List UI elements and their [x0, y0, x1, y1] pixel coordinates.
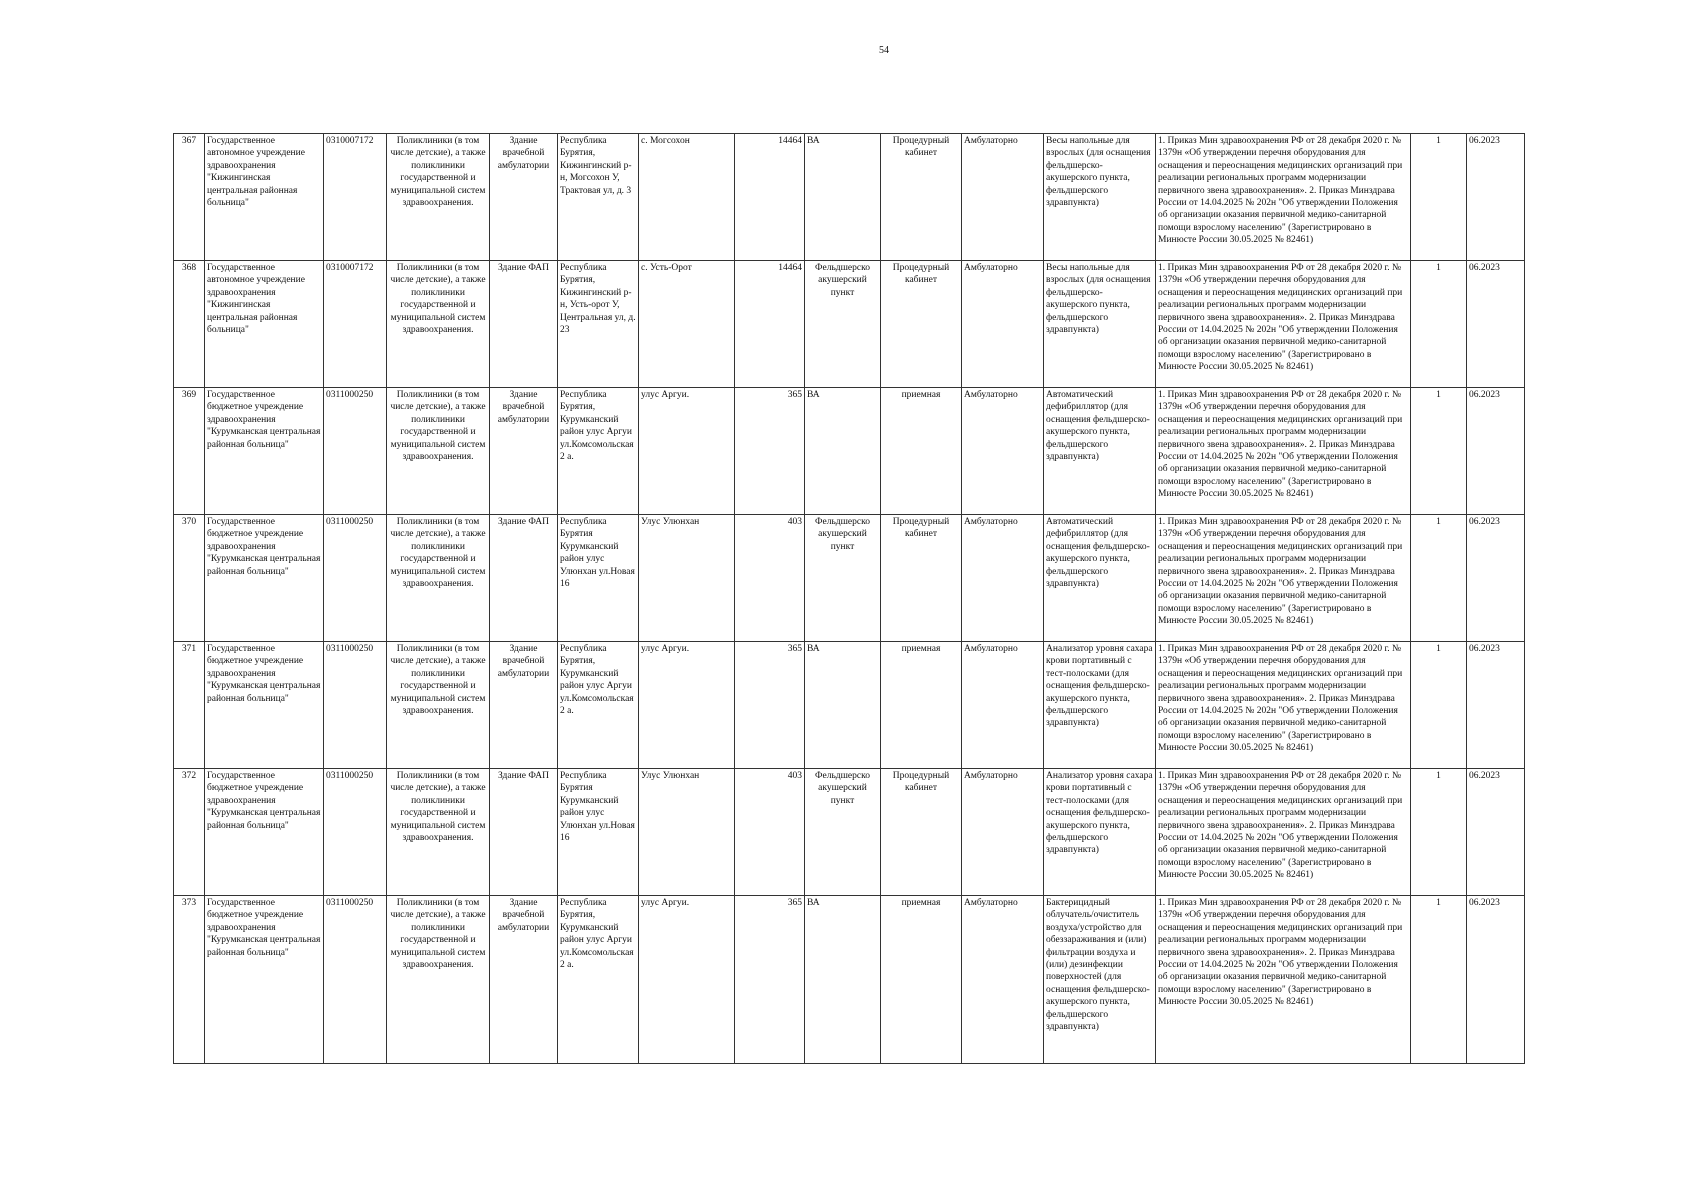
building-cell: Здание врачебной амбулатории: [490, 642, 558, 769]
table-row: [174, 642, 1525, 769]
building-cell: Здание ФАП: [490, 515, 558, 642]
institution-cell: Государственное бюджетное учреждение здравоохранения "Курумканская центральная районная больница": [205, 769, 324, 896]
date-cell: 06.2023: [1467, 261, 1525, 388]
unit-cell: ВА: [805, 896, 881, 1064]
table-row: [174, 515, 1525, 642]
table-row: [174, 261, 1525, 388]
equipment-cell: Бактерицидный облучатель/очиститель воздуха/устройство для обеззараживания и (или) фильтрации воздуха и (или) дезинфекции поверхностей (для оснащения фельдшерско-акушерского пункта, фельдшерского здравпункта): [1044, 896, 1156, 1064]
date-cell: 06.2023: [1467, 515, 1525, 642]
code-cell: 0310007172: [324, 261, 387, 388]
row-number: 370: [174, 515, 205, 642]
institution-cell: Государственное бюджетное учреждение здравоохранения "Курумканская центральная районная больница": [205, 515, 324, 642]
row-number: 369: [174, 388, 205, 515]
mode-cell: Амбулаторно: [962, 642, 1044, 769]
quantity-cell: 1: [1411, 261, 1467, 388]
locality-cell: с. Могсохон: [639, 134, 735, 261]
row-number: 372: [174, 769, 205, 896]
count-cell: 403: [735, 769, 805, 896]
basis-cell: 1. Приказ Мин здравоохранения РФ от 28 декабря 2020 г. № 1379н «Об утверждении перечня оборудования для оснащения и переоснащения медицинских организаций при реализации региональных программ модернизации первичного звена здравоохранения». 2. Приказ Минздрава России от 14.04.2025 № 202н "Об утверждении Положения об организации оказания первичной медико-санитарной помощи взрослому населению" (Зарегистрировано в Минюсте России 30.05.2025 № 82461): [1156, 388, 1411, 515]
institution-cell: Государственное автономное учреждение здравоохранения "Кижингинская центральная районная больница": [205, 134, 324, 261]
code-cell: 0311000250: [324, 769, 387, 896]
code-cell: 0311000250: [324, 388, 387, 515]
building-cell: Здание врачебной амбулатории: [490, 134, 558, 261]
address-cell: Республика Бурятия, Кижингинский р-н, Усть-орот У, Центральная ул, д. 23: [558, 261, 639, 388]
mode-cell: Амбулаторно: [962, 261, 1044, 388]
equipment-registry-table: [173, 133, 1525, 1064]
date-cell: 06.2023: [1467, 896, 1525, 1064]
code-cell: 0310007172: [324, 134, 387, 261]
row-number: 368: [174, 261, 205, 388]
count-cell: 365: [735, 896, 805, 1064]
equipment-cell: Анализатор уровня сахара крови портативный с тест-полосками (для оснащения фельдшерско-акушерского пункта, фельдшерского здравпункта): [1044, 769, 1156, 896]
room-cell: приемная: [881, 642, 962, 769]
code-cell: 0311000250: [324, 642, 387, 769]
table-row: [174, 896, 1525, 1064]
unit-cell: ВА: [805, 388, 881, 515]
facility-type-cell: Поликлиники (в том числе детские), а также поликлиники государственной и муниципальной систем здравоохранения.: [387, 896, 490, 1064]
address-cell: Республика Бурятия, Курумканский район улус Аргуи ул.Комсомольская 2 а.: [558, 642, 639, 769]
date-cell: 06.2023: [1467, 769, 1525, 896]
mode-cell: Амбулаторно: [962, 896, 1044, 1064]
locality-cell: Улус Улюнхан: [639, 515, 735, 642]
address-cell: Республика Бурятия, Кижингинский р-н, Могсохон У, Трактовая ул, д. 3: [558, 134, 639, 261]
facility-type-cell: Поликлиники (в том числе детские), а также поликлиники государственной и муниципальной систем здравоохранения.: [387, 642, 490, 769]
table-row: [174, 388, 1525, 515]
count-cell: 14464: [735, 261, 805, 388]
date-cell: 06.2023: [1467, 642, 1525, 769]
table-row: [174, 134, 1525, 261]
room-cell: Процедурный кабинет: [881, 769, 962, 896]
mode-cell: Амбулаторно: [962, 388, 1044, 515]
room-cell: Процедурный кабинет: [881, 515, 962, 642]
quantity-cell: 1: [1411, 388, 1467, 515]
room-cell: Процедурный кабинет: [881, 261, 962, 388]
code-cell: 0311000250: [324, 896, 387, 1064]
institution-cell: Государственное бюджетное учреждение здравоохранения "Курумканская центральная районная больница": [205, 896, 324, 1064]
facility-type-cell: Поликлиники (в том числе детские), а также поликлиники государственной и муниципальной систем здравоохранения.: [387, 515, 490, 642]
facility-type-cell: Поликлиники (в том числе детские), а также поликлиники государственной и муниципальной систем здравоохранения.: [387, 388, 490, 515]
equipment-cell: Анализатор уровня сахара крови портативный с тест-полосками (для оснащения фельдшерско-акушерского пункта, фельдшерского здравпункта): [1044, 642, 1156, 769]
unit-cell: ВА: [805, 134, 881, 261]
basis-cell: 1. Приказ Мин здравоохранения РФ от 28 декабря 2020 г. № 1379н «Об утверждении перечня оборудования для оснащения и переоснащения медицинских организаций при реализации региональных программ модернизации первичного звена здравоохранения». 2. Приказ Минздрава России от 14.04.2025 № 202н "Об утверждении Положения об организации оказания первичной медико-санитарной помощи взрослому населению" (Зарегистрировано в Минюсте России 30.05.2025 № 82461): [1156, 134, 1411, 261]
table-row: [174, 769, 1525, 896]
facility-type-cell: Поликлиники (в том числе детские), а также поликлиники государственной и муниципальной систем здравоохранения.: [387, 261, 490, 388]
building-cell: Здание ФАП: [490, 261, 558, 388]
quantity-cell: 1: [1411, 515, 1467, 642]
address-cell: Республика Бурятия, Курумканский район улус Аргуи ул.Комсомольская 2 а.: [558, 896, 639, 1064]
mode-cell: Амбулаторно: [962, 769, 1044, 896]
mode-cell: Амбулаторно: [962, 515, 1044, 642]
equipment-cell: Автоматический дефибриллятор (для оснащения фельдшерско-акушерского пункта, фельдшерского здравпункта): [1044, 515, 1156, 642]
row-number: 371: [174, 642, 205, 769]
locality-cell: с. Усть-Орот: [639, 261, 735, 388]
locality-cell: Улус Улюнхан: [639, 769, 735, 896]
equipment-cell: Весы напольные для взрослых (для оснащения фельдшерско-акушерского пункта, фельдшерского здравпункта): [1044, 134, 1156, 261]
basis-cell: 1. Приказ Мин здравоохранения РФ от 28 декабря 2020 г. № 1379н «Об утверждении перечня оборудования для оснащения и переоснащения медицинских организаций при реализации региональных программ модернизации первичного звена здравоохранения». 2. Приказ Минздрава России от 14.04.2025 № 202н "Об утверждении Положения об организации оказания первичной медико-санитарной помощи взрослому населению" (Зарегистрировано в Минюсте России 30.05.2025 № 82461): [1156, 769, 1411, 896]
quantity-cell: 1: [1411, 642, 1467, 769]
count-cell: 365: [735, 388, 805, 515]
quantity-cell: 1: [1411, 134, 1467, 261]
row-number: 373: [174, 896, 205, 1064]
count-cell: 14464: [735, 134, 805, 261]
address-cell: Республика Бурятия Курумканский район улус Улюнхан ул.Новая 16: [558, 769, 639, 896]
equipment-cell: Автоматический дефибриллятор (для оснащения фельдшерско-акушерского пункта, фельдшерского здравпункта): [1044, 388, 1156, 515]
code-cell: 0311000250: [324, 515, 387, 642]
unit-cell: Фельдшерско акушерский пункт: [805, 515, 881, 642]
facility-type-cell: Поликлиники (в том числе детские), а также поликлиники государственной и муниципальной систем здравоохранения.: [387, 134, 490, 261]
count-cell: 403: [735, 515, 805, 642]
count-cell: 365: [735, 642, 805, 769]
institution-cell: Государственное бюджетное учреждение здравоохранения "Курумканская центральная районная больница": [205, 642, 324, 769]
unit-cell: ВА: [805, 642, 881, 769]
facility-type-cell: Поликлиники (в том числе детские), а также поликлиники государственной и муниципальной систем здравоохранения.: [387, 769, 490, 896]
room-cell: Процедурный кабинет: [881, 134, 962, 261]
building-cell: Здание врачебной амбулатории: [490, 388, 558, 515]
quantity-cell: 1: [1411, 896, 1467, 1064]
locality-cell: улус Аргуи.: [639, 642, 735, 769]
address-cell: Республика Бурятия, Курумканский район улус Аргуи ул.Комсомольская 2 а.: [558, 388, 639, 515]
row-number: 367: [174, 134, 205, 261]
address-cell: Республика Бурятия Курумканский район улус Улюнхан ул.Новая 16: [558, 515, 639, 642]
date-cell: 06.2023: [1467, 134, 1525, 261]
equipment-cell: Весы напольные для взрослых (для оснащения фельдшерско-акушерского пункта, фельдшерского здравпункта): [1044, 261, 1156, 388]
room-cell: приемная: [881, 896, 962, 1064]
basis-cell: 1. Приказ Мин здравоохранения РФ от 28 декабря 2020 г. № 1379н «Об утверждении перечня оборудования для оснащения и переоснащения медицинских организаций при реализации региональных программ модернизации первичного звена здравоохранения». 2. Приказ Минздрава России от 14.04.2025 № 202н "Об утверждении Положения об организации оказания первичной медико-санитарной помощи взрослому населению" (Зарегистрировано в Минюсте России 30.05.2025 № 82461): [1156, 261, 1411, 388]
unit-cell: Фельдшерско акушерский пункт: [805, 261, 881, 388]
quantity-cell: 1: [1411, 769, 1467, 896]
page-number: 54: [879, 45, 889, 56]
basis-cell: 1. Приказ Мин здравоохранения РФ от 28 декабря 2020 г. № 1379н «Об утверждении перечня оборудования для оснащения и переоснащения медицинских организаций при реализации региональных программ модернизации первичного звена здравоохранения». 2. Приказ Минздрава России от 14.04.2025 № 202н "Об утверждении Положения об организации оказания первичной медико-санитарной помощи взрослому населению" (Зарегистрировано в Минюсте России 30.05.2025 № 82461): [1156, 642, 1411, 769]
basis-cell: 1. Приказ Мин здравоохранения РФ от 28 декабря 2020 г. № 1379н «Об утверждении перечня оборудования для оснащения и переоснащения медицинских организаций при реализации региональных программ модернизации первичного звена здравоохранения». 2. Приказ Минздрава России от 14.04.2025 № 202н "Об утверждении Положения об организации оказания первичной медико-санитарной помощи взрослому населению" (Зарегистрировано в Минюсте России 30.05.2025 № 82461): [1156, 896, 1411, 1064]
institution-cell: Государственное автономное учреждение здравоохранения "Кижингинская центральная районная больница": [205, 261, 324, 388]
locality-cell: улус Аргуи.: [639, 388, 735, 515]
mode-cell: Амбулаторно: [962, 134, 1044, 261]
building-cell: Здание врачебной амбулатории: [490, 896, 558, 1064]
building-cell: Здание ФАП: [490, 769, 558, 896]
date-cell: 06.2023: [1467, 388, 1525, 515]
locality-cell: улус Аргуи.: [639, 896, 735, 1064]
basis-cell: 1. Приказ Мин здравоохранения РФ от 28 декабря 2020 г. № 1379н «Об утверждении перечня оборудования для оснащения и переоснащения медицинских организаций при реализации региональных программ модернизации первичного звена здравоохранения». 2. Приказ Минздрава России от 14.04.2025 № 202н "Об утверждении Положения об организации оказания первичной медико-санитарной помощи взрослому населению" (Зарегистрировано в Минюсте России 30.05.2025 № 82461): [1156, 515, 1411, 642]
room-cell: приемная: [881, 388, 962, 515]
unit-cell: Фельдшерско акушерский пункт: [805, 769, 881, 896]
institution-cell: Государственное бюджетное учреждение здравоохранения "Курумканская центральная районная больница": [205, 388, 324, 515]
